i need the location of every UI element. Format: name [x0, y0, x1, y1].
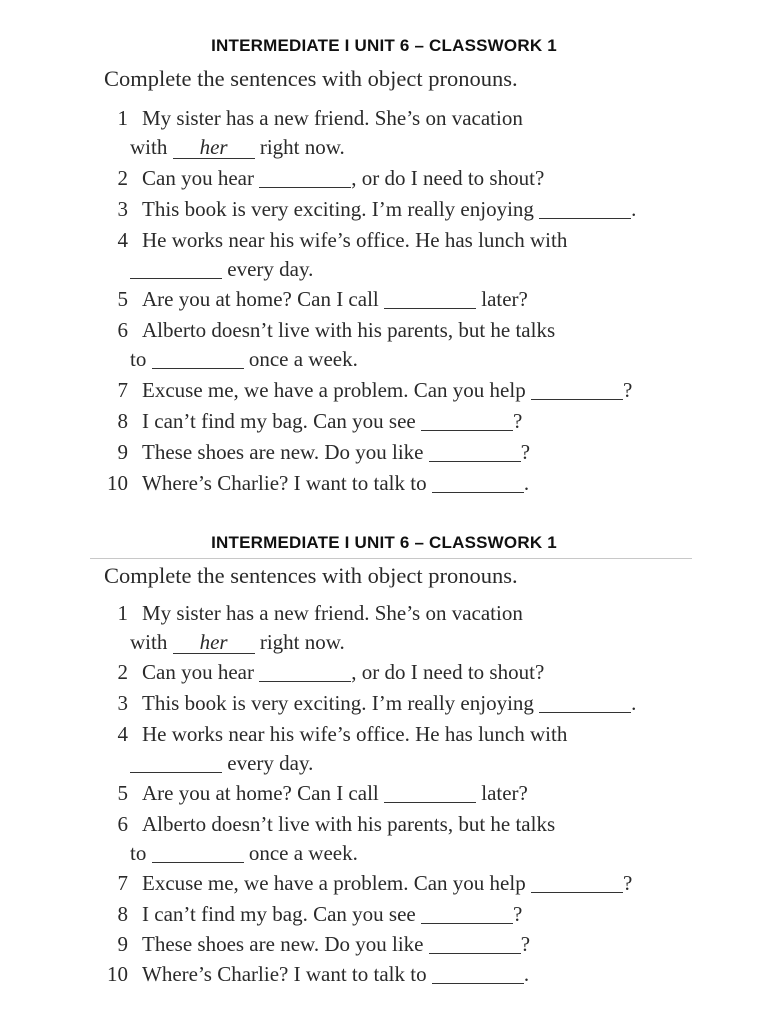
answer-blank[interactable]: [130, 751, 222, 773]
answer-blank[interactable]: [531, 871, 623, 893]
item-text: This book is very exciting. I’m really enjoying: [142, 691, 534, 715]
exercise-item-4: [90, 228, 710, 281]
answer-blank[interactable]: [429, 932, 521, 954]
item-text: .: [523, 962, 530, 986]
item-number: 3: [117, 691, 128, 715]
item-text: I can’t find my bag. Can you see: [142, 409, 416, 433]
answer-blank[interactable]: [429, 440, 521, 462]
item-text: Alberto doesn’t live with his parents, but he talks: [142, 318, 556, 342]
instructions: Complete the sentences with object pronouns.: [104, 563, 518, 588]
item-text: ?: [512, 409, 523, 433]
item-number: 6: [117, 812, 128, 836]
item-text: ?: [622, 871, 633, 895]
item-text: ?: [520, 932, 531, 956]
item-text: Are you at home? Can I call: [142, 781, 379, 805]
item-text: He works near his wife’s office. He has lunch with: [142, 228, 568, 252]
item-text: Can you hear: [142, 166, 254, 190]
item-text: .: [631, 197, 637, 221]
item-text: ?: [512, 902, 523, 926]
item-text: This book is very exciting. I’m really enjoying: [142, 197, 534, 221]
answer-blank[interactable]: [259, 660, 351, 682]
answer-blank[interactable]: [259, 166, 351, 188]
item-number: 4: [117, 722, 128, 746]
item-text: He works near his wife’s office. He has lunch with: [142, 722, 568, 746]
exercise-item-8: [90, 902, 710, 927]
answer-blank[interactable]: [432, 962, 524, 984]
item-text: My sister has a new friend. She’s on vacation: [142, 106, 523, 130]
answer-blank[interactable]: [130, 257, 222, 279]
answer-blank[interactable]: [432, 471, 524, 493]
item-number: 9: [117, 932, 128, 956]
item-text: Excuse me, we have a problem. Can you help: [142, 378, 526, 402]
item-text: .: [631, 691, 637, 715]
item-text: Where’s Charlie? I want to talk to: [142, 962, 427, 986]
item-number: 6: [117, 318, 128, 342]
item-text: once a week.: [248, 347, 358, 371]
exercise-item-3: [90, 691, 710, 716]
item-number: 3: [117, 197, 128, 221]
item-text: with: [130, 630, 168, 654]
item-number: 7: [117, 378, 128, 402]
item-text: later?: [481, 781, 528, 805]
item-number: 5: [117, 781, 128, 805]
exercise-item-2: [90, 660, 710, 685]
exercise-item-5: [90, 781, 710, 806]
answer-blank[interactable]: [384, 781, 476, 803]
answer-blank[interactable]: [421, 409, 513, 431]
item-text: Alberto doesn’t live with his parents, but he talks: [142, 812, 556, 836]
item-text: right now.: [259, 135, 345, 159]
exercise-item-3: [90, 197, 710, 222]
item-text: These shoes are new. Do you like: [142, 932, 424, 956]
worksheet-heading: INTERMEDIATE I UNIT 6 – CLASSWORK 1: [211, 36, 557, 55]
item-text: right now.: [259, 630, 345, 654]
exercise-item-1: [90, 601, 710, 654]
item-number: 10: [107, 962, 128, 986]
item-text: to: [130, 841, 147, 865]
exercise-item-9: [90, 932, 710, 957]
answer-blank[interactable]: [152, 347, 244, 369]
item-number: 2: [117, 166, 128, 190]
answer-blank[interactable]: [531, 378, 623, 400]
item-text: , or do I need to shout?: [351, 166, 545, 190]
item-number: 5: [117, 287, 128, 311]
item-number: 7: [117, 871, 128, 895]
item-text: with: [130, 135, 168, 159]
exercise-item-9: [90, 440, 710, 465]
item-text: Are you at home? Can I call: [142, 287, 379, 311]
exercise-item-10: [90, 962, 710, 987]
item-text: ?: [520, 440, 531, 464]
item-number: 4: [117, 228, 128, 252]
instructions: Complete the sentences with object pronouns.: [104, 66, 518, 91]
item-text: These shoes are new. Do you like: [142, 440, 424, 464]
item-number: 8: [117, 902, 128, 926]
example-answer: her: [173, 631, 255, 654]
item-text: Where’s Charlie? I want to talk to: [142, 471, 427, 495]
item-text: later?: [481, 287, 528, 311]
item-text: .: [523, 471, 530, 495]
item-number: 1: [117, 106, 128, 130]
divider-line: [90, 558, 692, 559]
worksheet-heading: INTERMEDIATE I UNIT 6 – CLASSWORK 1: [211, 533, 557, 552]
answer-blank[interactable]: [539, 197, 631, 219]
item-text: I can’t find my bag. Can you see: [142, 902, 416, 926]
example-answer: her: [173, 136, 255, 159]
item-text: every day.: [227, 751, 314, 775]
item-number: 1: [117, 601, 128, 625]
exercise-item-6: [90, 318, 710, 371]
item-text: My sister has a new friend. She’s on vacation: [142, 601, 523, 625]
answer-blank[interactable]: [152, 841, 244, 863]
exercise-item-10: [90, 471, 710, 496]
answer-blank[interactable]: [539, 691, 631, 713]
item-text: every day.: [227, 257, 314, 281]
item-text: , or do I need to shout?: [351, 660, 545, 684]
exercise-item-4: [90, 722, 710, 775]
item-number: 2: [117, 660, 128, 684]
item-text: Excuse me, we have a problem. Can you help: [142, 871, 526, 895]
item-number: 9: [117, 440, 128, 464]
exercise-item-7: [90, 378, 710, 403]
item-text: once a week.: [248, 841, 358, 865]
answer-blank[interactable]: [421, 902, 513, 924]
exercise-item-1: [90, 106, 710, 159]
exercise-item-6: [90, 812, 710, 865]
exercise-item-8: [90, 409, 710, 434]
item-text: to: [130, 347, 147, 371]
item-number: 10: [107, 471, 128, 495]
item-text: ?: [622, 378, 633, 402]
exercise-item-5: [90, 287, 710, 312]
exercise-item-2: [90, 166, 710, 191]
item-text: Can you hear: [142, 660, 254, 684]
answer-blank[interactable]: [384, 287, 476, 309]
item-number: 8: [117, 409, 128, 433]
exercise-item-7: [90, 871, 710, 896]
